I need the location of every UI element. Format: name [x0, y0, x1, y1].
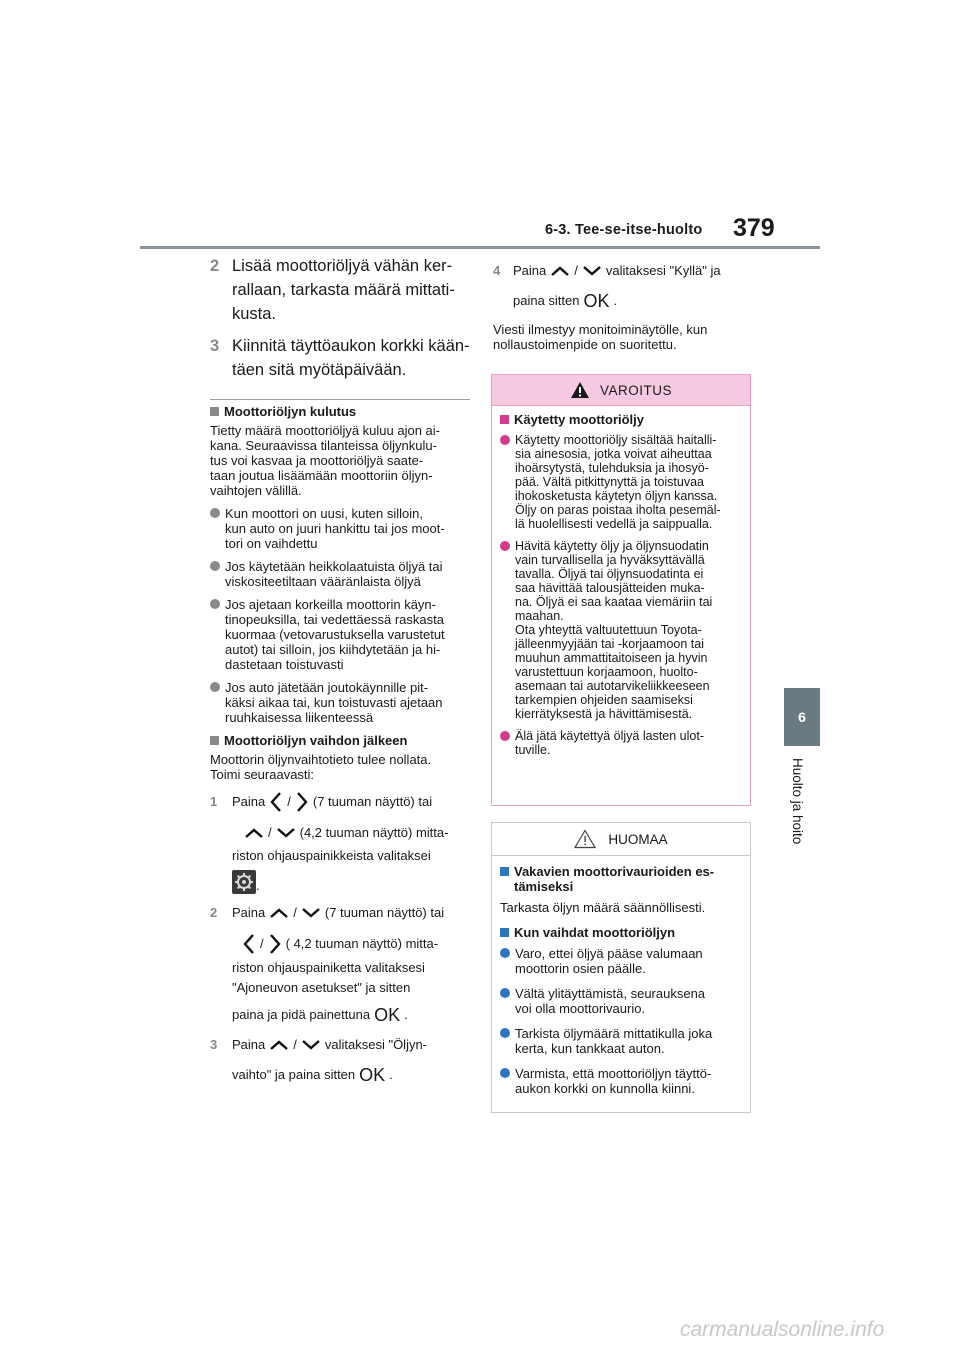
notice-box	[491, 822, 751, 1113]
list-item: Älä jätä käytettyä öljyä lasten ulot- tuville.	[500, 729, 742, 757]
watermark[interactable]: carmanualsonline.info	[680, 1318, 885, 1341]
chevron-up-icon	[244, 827, 264, 839]
chapter-label: Huolto ja hoito	[790, 758, 805, 845]
chevron-up-icon	[269, 907, 289, 919]
chevron-left-icon	[242, 933, 256, 955]
chevron-left-icon	[269, 791, 283, 813]
notice-heading-2: Kun vaihdat moottoriöljyn	[500, 925, 742, 940]
warning-header: VAROITUS	[492, 375, 750, 406]
step-big: 3 Kiinnitä täyttöaukon korkki kään- täen sitä myötäpäivään.	[210, 337, 470, 379]
reset-step-3: 3 Paina / valitaksesi "Öljyn- vaihto" ja paina sitten OK .	[210, 1037, 428, 1085]
gear-icon	[232, 870, 256, 894]
list-item: Varo, ettei öljyä pääse valumaan moottorin osien päälle.	[500, 946, 742, 976]
warning-triangle-icon	[570, 381, 590, 399]
reset-step-4: 4 Paina / valitaksesi "Kyllä" ja paina sitten OK .	[493, 263, 721, 311]
chevron-down-icon	[582, 265, 602, 277]
list-item: Jos käytetään heikkolaatuista öljyä tai viskositeetiltaan vääränlaista öljyä	[210, 559, 470, 589]
notice-header: HUOMAA	[492, 823, 750, 856]
chevron-down-icon	[276, 827, 296, 839]
after-change-heading: Moottoriöljyn vaihdon jälkeen	[210, 733, 470, 748]
section-title: 6-3. Tee-se-itse-huolto	[545, 222, 703, 238]
list-item: Hävitä käytetty öljy ja öljynsuodatin vain turvallisella ja hyväksyttävällä tavalla. Öljyä tai öljynsuodatinta ei saa hävittää talousjätteiden muka- na. Öljyä ei saa kaataa viemäriin tai maahan. Ota yhteyttä valtuutettuun Toyota- jälleenmyyjään tai -korjaamoon tai muuhun ammattitaitoiseen ja hyvin varustettuun korjaamoon, huolto- asemaan tai autotarvikeliikkeeseen tarkempien ohjeiden saamiseksi kierrätyksestä ja hävittämisestä.	[500, 539, 742, 721]
ok-icon: OK	[374, 1005, 401, 1025]
chapter-tab	[784, 688, 820, 746]
left-column	[210, 254, 470, 1086]
chapter-number: 6	[798, 709, 806, 725]
list-item: Tarkista öljymäärä mittatikulla joka kerta, kun tankkaat auton.	[500, 1026, 742, 1056]
notice-triangle-icon	[574, 829, 596, 849]
ok-icon: OK	[583, 291, 610, 311]
chevron-right-icon	[295, 791, 309, 813]
consumption-heading: Moottoriöljyn kulutus	[210, 404, 470, 419]
ok-icon: OK	[359, 1065, 386, 1085]
reset-message-para: Viesti ilmestyy monitoiminäytölle, kun nollaustoimenpide on suoritettu.	[493, 322, 708, 352]
chevron-up-icon	[550, 265, 570, 277]
step-big: 2 Lisää moottoriöljyä vähän ker- rallaan, tarkasta määrä mittati- kusta.	[210, 257, 455, 323]
notice-heading-1: Vakavien moottorivaurioiden es- tämiseksi	[500, 864, 742, 894]
chevron-up-icon	[269, 1039, 289, 1051]
list-item: Vältä ylitäyttämistä, seurauksena voi olla moottorivaurio.	[500, 986, 742, 1016]
list-item: Kun moottori on uusi, kuten silloin, kun auto on juuri hankittu tai jos moot- tori on vaihdettu	[210, 506, 470, 551]
reset-step-2: 2 Paina / (7 tuuman näyttö) tai / ( 4,2 tuuman näyttö) mitta- riston ohjauspainiketta valitaksesi "Ajoneuvon asetukset" ja sitten paina ja pidä painettuna OK .	[210, 905, 445, 1025]
warning-heading: Käytetty moottoriöljy	[500, 412, 742, 427]
list-item: Käytetty moottoriöljy sisältää haitalli- sia ainesosia, jotka voivat aiheuttaa ihoärsytystä, tulehduksia ja ihosyö- pää. Vältä pitkittynyttä ja toistuvaa ihokosketusta käytetyn öljyn kanssa. Öljy on paras poistaa iholta pesemäl- lä huolellisesti vedellä ja saippualla.	[500, 433, 742, 531]
page-number: 379	[733, 214, 775, 242]
notice-para: Tarkasta öljyn määrä säännöllisesti.	[500, 900, 706, 915]
chevron-down-icon	[301, 1039, 321, 1051]
chevron-right-icon	[268, 933, 282, 955]
right-column	[493, 262, 763, 352]
warning-box	[491, 374, 751, 806]
list-item: Jos ajetaan korkeilla moottorin käyn- tinopeuksilla, tai vedettäessä raskasta kuormaa (vetovarustuksella varustetut autot) tai silloin, jos kiihdytetään ja hi- dastetaan toistuvasti	[210, 597, 470, 672]
list-item: Jos auto jätetään joutokäynnille pit- käksi aikaa tai, kun toistuvasti ajetaan ruuhkaisessa liikenteessä	[210, 680, 470, 725]
reset-step-1: 1 Paina / (7 tuuman näyttö) tai / (4,2 tuuman näyttö) mitta- riston ohjauspainikkeista valitaksei .	[210, 790, 470, 894]
chevron-down-icon	[301, 907, 321, 919]
consumption-para: Tietty määrä moottoriöljyä kuluu ajon ai- kana. Seuraavissa tilanteissa öljynkulu- tus voi kasvaa ja moottoriöljyä saate- taan joutua lisäämään moottoriin öljyn- vaihtojen välillä.	[210, 423, 441, 498]
after-change-para: Moottorin öljynvaihtotieto tulee nollata. Toimi seuraavasti:	[210, 752, 432, 782]
list-item: Varmista, että moottoriöljyn täyttö- aukon korkki on kunnolla kiinni.	[500, 1066, 742, 1096]
header-rule	[140, 246, 820, 249]
